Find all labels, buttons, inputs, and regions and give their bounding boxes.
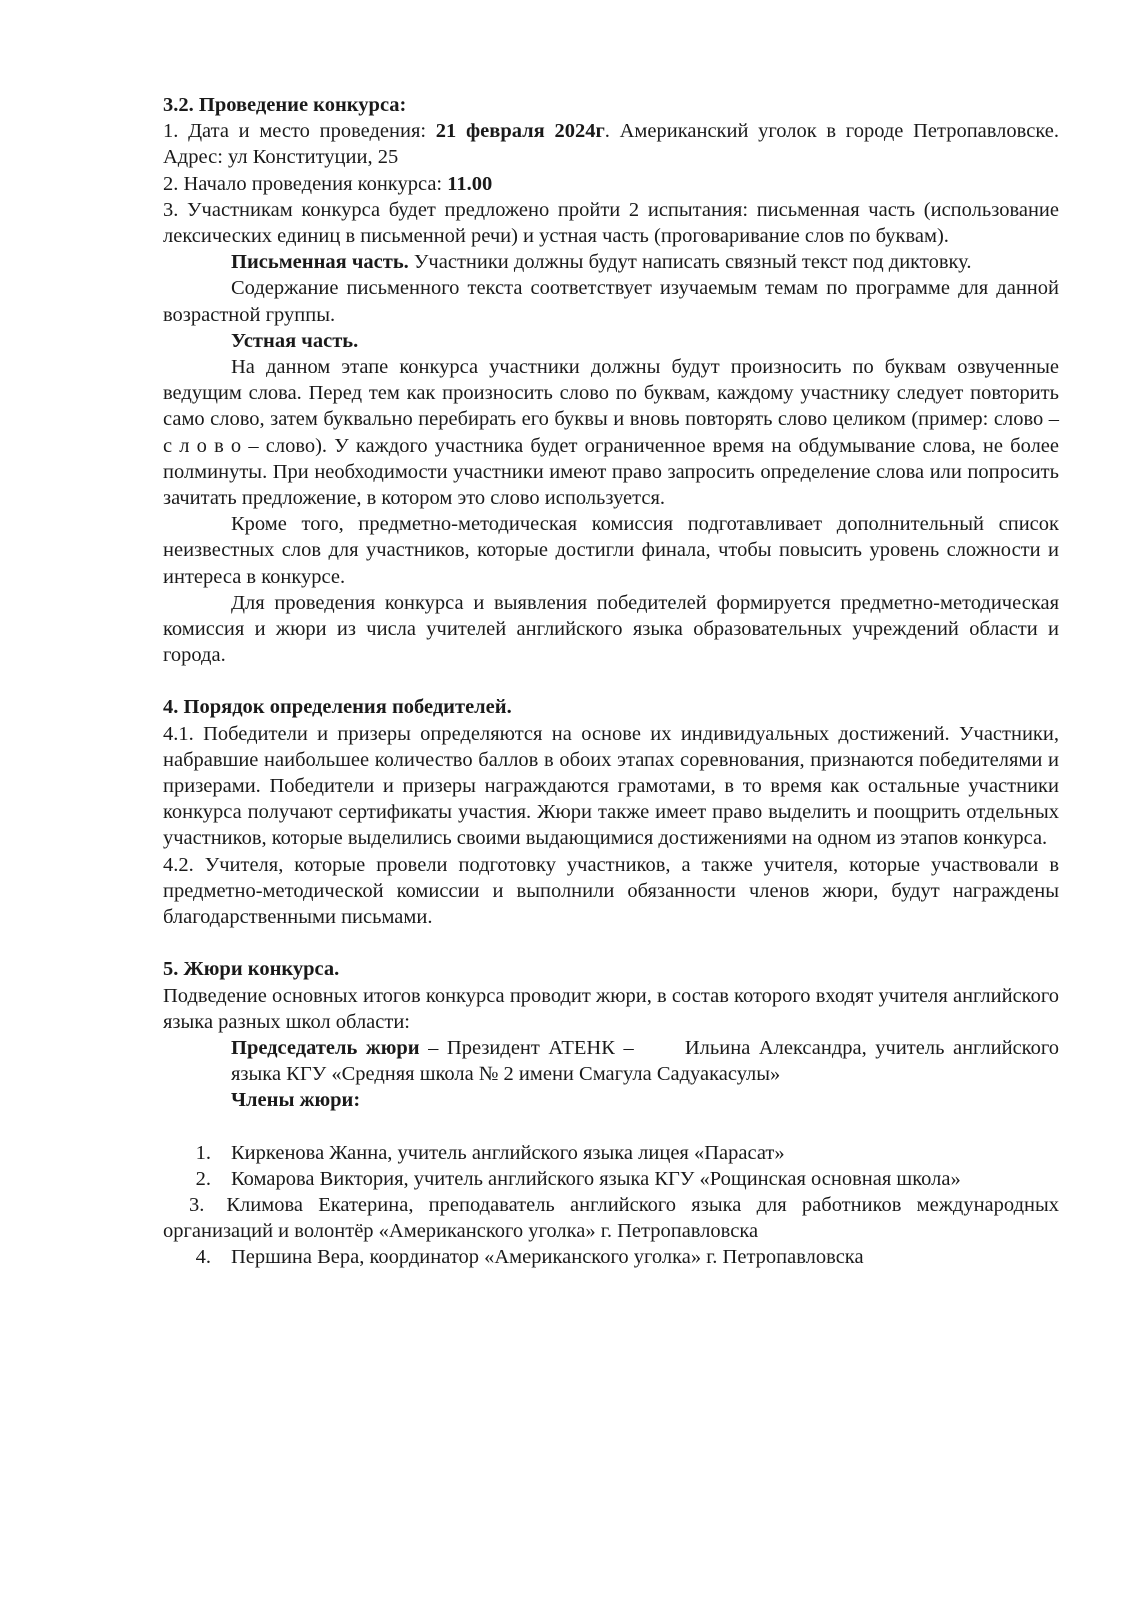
start-time-label: 2. Начало проведения конкурса:	[163, 172, 448, 195]
spacer	[163, 930, 1059, 956]
contest-date: 21 февраля 2024г	[435, 120, 605, 143]
jury-chair	[231, 1035, 1065, 1087]
section-3-2-heading: 3.2. Проведение конкурса:	[163, 94, 407, 116]
jury-member-text: Киркенова Жанна, учитель английского языка лицея «Парасат»	[231, 1141, 785, 1164]
jury-member	[163, 1244, 1059, 1270]
written-part-text: Участники должны будут написать связный текст под диктовку.	[408, 251, 972, 274]
jury-member-text: Першина Вера, координатор «Американского уголка» г. Петропавловска	[231, 1246, 864, 1269]
written-part	[163, 249, 1059, 275]
oral-part-text: На данном этапе конкурса участники должны будут произносить по буквам озвученные ведущим слова. Перед тем как произносить слово по буквам, каждому участнику следует повторить само слово, затем буквально перебирать его буквы и вновь повторять слово целиком (пример: слово – с л о в о – слово). У каждого участника будет ограниченное время на обдумывание слова, не более полминуты. При необходимости участники имеют право запросить определение слова или попросить зачитать предложение, в котором это слово используется.	[163, 356, 1059, 510]
jury-member	[163, 1192, 1059, 1244]
commission-paragraph: Для проведения конкурса и выявления победителей формируется предметно-методическая комиссия и жюри из числа учителей английского языка образовательных учреждений области и города.	[163, 591, 1059, 667]
start-time: 11.00	[447, 172, 493, 195]
spacer	[163, 668, 1059, 694]
written-content: Содержание письменного текста соответствует изучаемым темам по программе для данной возрастной группы.	[163, 277, 1059, 326]
list-number: 2.	[195, 1167, 211, 1190]
section-5-heading: 5. Жюри конкурса.	[163, 958, 340, 981]
jury-members-title: Члены жюри:	[231, 1089, 361, 1112]
oral-part-title: Устная часть.	[231, 329, 359, 352]
list-number: 4.	[195, 1246, 211, 1269]
written-part-title: Письменная часть.	[231, 251, 409, 274]
jury-chair-text: – Президент АТЕНК – Ильина Александра, учитель английского языка КГУ «Средняя школа № 2 имени Смагула Садуакасулы»	[231, 1036, 1065, 1086]
item-tests: 3. Участникам конкурса будет предложено пройти 2 испытания: письменная часть (использование лексических единиц в письменной речи) и устная часть (проговаривание слов по буквам).	[163, 198, 1059, 248]
item-date-place	[163, 118, 1059, 170]
jury-member-text: Климова Екатерина, преподаватель английского языка для работников международных организаций и волонтёр «Американского уголка» г. Петропавловска	[163, 1193, 1059, 1243]
section-4-heading: 4. Порядок определения победителей.	[163, 696, 512, 719]
item-start-time	[163, 171, 1059, 197]
paragraph-4-2: 4.2. Учителя, которые провели подготовку участников, а также учителя, которые участвовали в предметно-методической комиссии и выполнили обязанности членов жюри, будут награждены благодарственными письмами.	[163, 853, 1059, 929]
extra-word-list: Кроме того, предметно-методическая комиссия подготавливает дополнительный список неизвестных слов для участников, которые достигли финала, чтобы повысить уровень сложности и интереса в конкурсе.	[163, 513, 1059, 588]
jury-member	[163, 1166, 1059, 1192]
venue-address: . Американский уголок в городе Петропавловске. Адрес: ул Конституции, 25	[163, 120, 1059, 169]
jury-chair-title: Председатель жюри	[231, 1036, 420, 1059]
paragraph-4-1: 4.1. Победители и призеры определяются на основе их индивидуальных достижений. Участники, набравшие наибольшее количество баллов в обоих этапах соревнования, признаются победителями и призерами. Победители и призеры награждаются грамотами, в то время как остальные участники конкурса получают сертификаты участия. Жюри также имеет право выделить и поощрить отдельных участников, которые выделились своими выдающимися достижениями на одном из этапов конкурса.	[163, 722, 1059, 850]
jury-member-text: Комарова Виктория, учитель английского языка КГУ «Рощинская основная школа»	[231, 1167, 961, 1190]
list-number: 3.	[189, 1193, 205, 1216]
jury-member	[163, 1140, 1059, 1166]
document-page	[163, 92, 1065, 1271]
list-number: 1.	[195, 1141, 211, 1164]
jury-chair-block	[163, 1035, 1065, 1114]
date-place-label: 1. Дата и место проведения:	[163, 120, 436, 143]
jury-intro: Подведение основных итогов конкурса проводит жюри, в состав которого входят учителя английского языка разных школ области:	[163, 984, 1059, 1033]
spacer	[163, 1114, 1059, 1140]
